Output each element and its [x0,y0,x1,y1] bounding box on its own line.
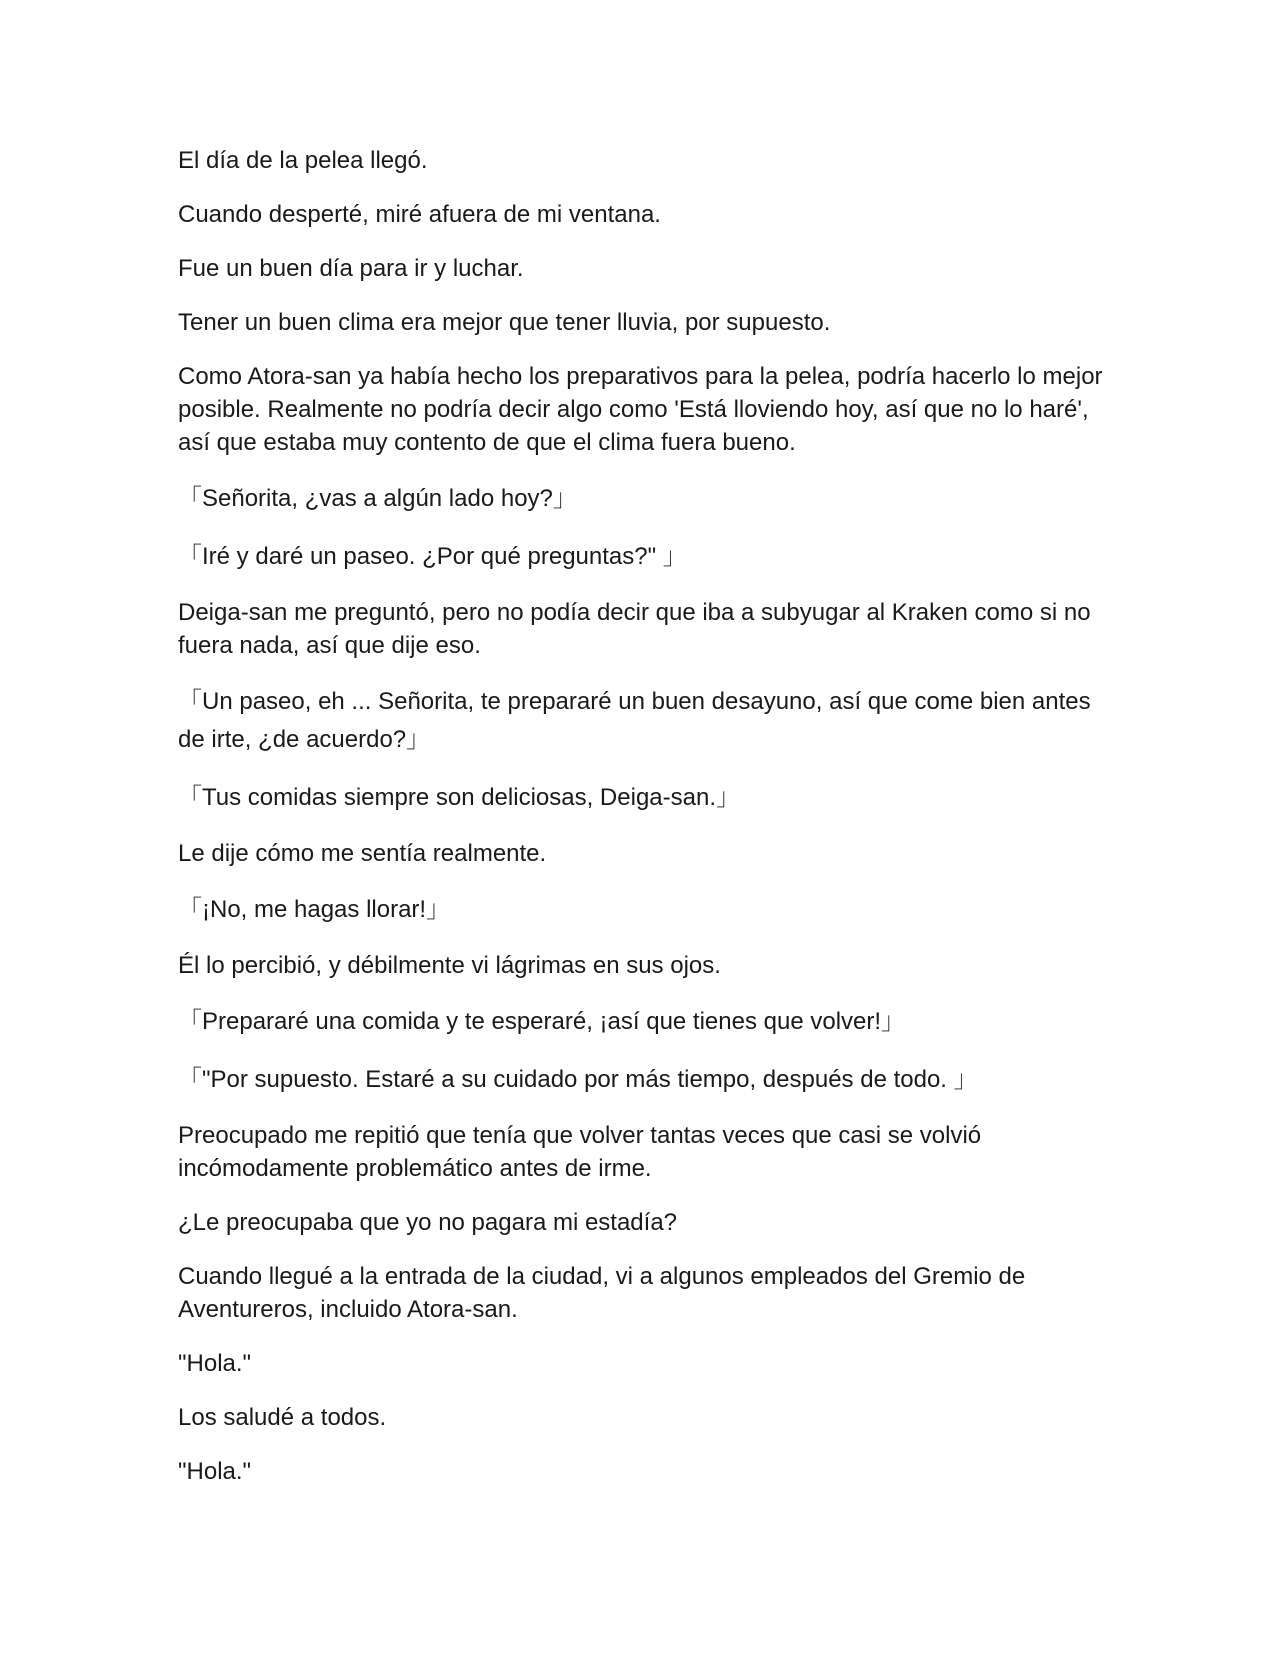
narration-paragraph: ¿Le preocupaba que yo no pagara mi estadía? [178,1209,678,1236]
narration-paragraph: Fue un buen día para ir y luchar. [178,255,524,282]
narration-paragraph: Tener un buen clima era mejor que tener lluvia, por supuesto. [178,309,831,336]
narration-paragraph: Los saludé a todos. [178,1404,387,1431]
dialogue-paragraph: 「Iré y daré un paseo. ¿Por qué preguntas?" 」 [178,543,687,570]
narration-paragraph: Cuando llegué a la entrada de la ciudad, vi a algunos empleados del Gremio de Aventureros, incluido Atora-san. [178,1263,1026,1323]
narration-paragraph: Como Atora-san ya había hecho los preparativos para la pelea, podría hacerlo lo mejor posible. Realmente no podría decir algo como 'Está lloviendo hoy, así que no lo haré', así que estaba muy contento de que el clima fuera bueno. [178,363,1103,456]
dialogue-paragraph: 「¡No, me hagas llorar!」 [178,896,451,923]
narration-paragraph: "Hola." [178,1458,252,1485]
dialogue-paragraph: 「Prepararé una comida y te esperaré, ¡así que tienes que volver!」 [178,1008,906,1035]
document-body [178,144,1103,1509]
narration-paragraph: Preocupado me repitió que tenía que volver tantas veces que casi se volvió incómodamente problemático antes de irme. [178,1122,982,1182]
narration-paragraph: Deiga-san me preguntó, pero no podía decir que iba a subyugar al Kraken como si no fuera nada, así que dije eso. [178,599,1091,659]
dialogue-paragraph: 「Tus comidas siempre son deliciosas, Deiga-san.」 [178,784,740,811]
dialogue-paragraph: 「Señorita, ¿vas a algún lado hoy?」 [178,485,577,512]
narration-paragraph: Cuando desperté, miré afuera de mi ventana. [178,201,661,228]
narration-paragraph: Él lo percibió, y débilmente vi lágrimas en sus ojos. [178,952,721,979]
narration-paragraph: "Hola." [178,1350,252,1377]
narration-paragraph: El día de la pelea llegó. [178,147,428,174]
narration-paragraph: Le dije cómo me sentía realmente. [178,840,547,867]
dialogue-paragraph: 「Un paseo, eh ... Señorita, te prepararé un buen desayuno, así que come bien antes de irte, ¿de acuerdo?」 [178,688,1091,753]
dialogue-paragraph: 「"Por supuesto. Estaré a su cuidado por más tiempo, después de todo. 」 [178,1066,978,1093]
